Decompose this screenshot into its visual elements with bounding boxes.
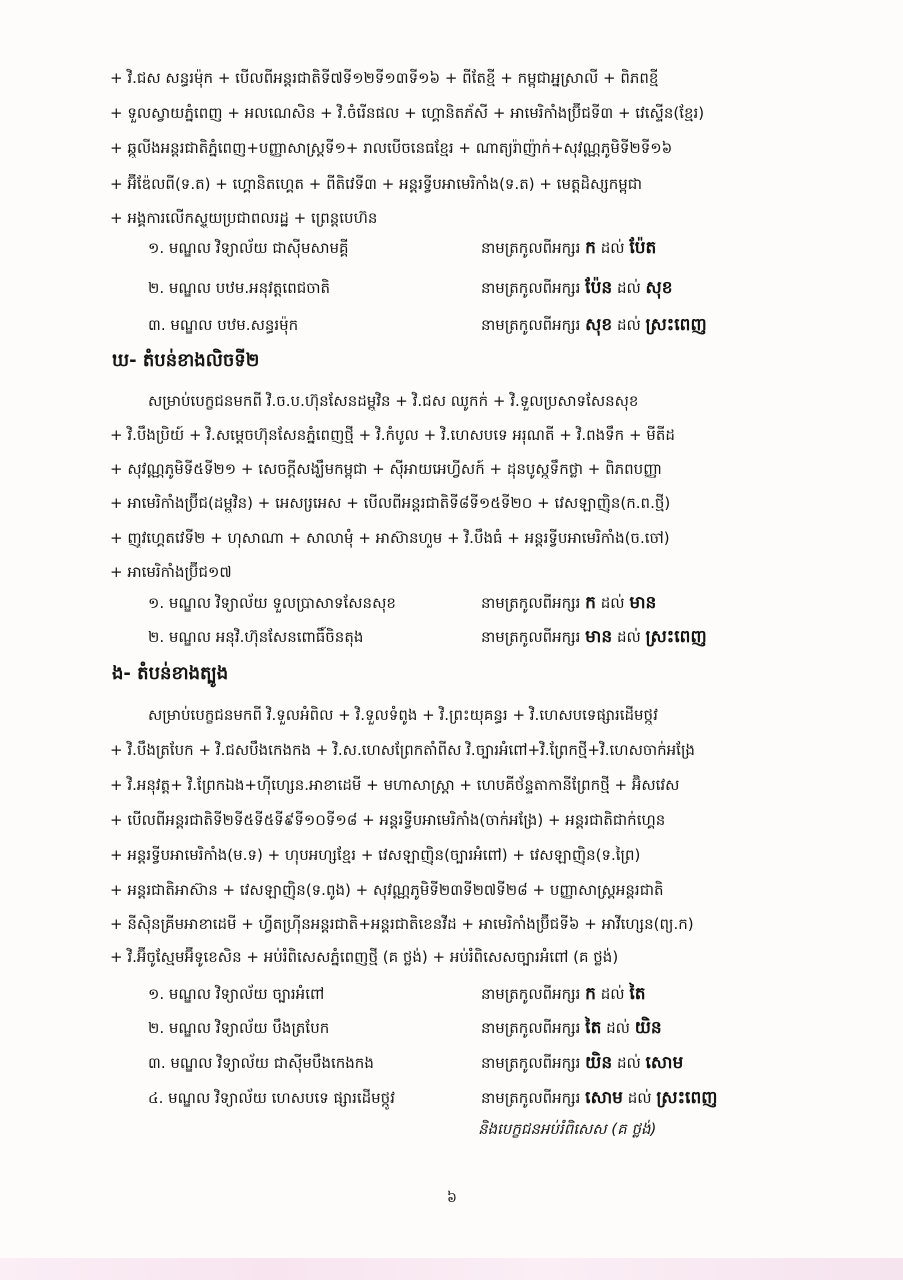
center-name: ២. មណ្ឌល អនុវិ.ហ៊ុនសែនពោធិ៍ចិនតុង <box>148 628 364 646</box>
page-number: ៦ <box>447 1190 457 1206</box>
paragraph-line: + សុវណ្ណភូមិទី៥ទី២១ + សេចក្តីសង្ឃឹមកម្ពុជា + ស៊ីអាយអេហ្វីសក៍ + ដុនបូស្កូទឹកថ្លា + ពិភពបញ្ញា <box>110 460 662 478</box>
paragraph-line: + អ៊ីឌ៉ែលពី(ទ.ត) + ហ្គោនិតហ្គេត + ពីតិវេទី៣ + អន្តរទ្វីបអាមេរិកាំង(ទ.ត) + មេត្តដិស្សកម្ពុជា <box>110 175 643 193</box>
section-heading-west-2: ឃ- តំបន់ខាងលិចទី២ <box>112 350 260 371</box>
name-range: នាមត្រកូលពីអក្សរ តៃ ដល់ យិន <box>481 1018 662 1038</box>
exam-center-row <box>148 1051 798 1075</box>
exam-center-row <box>148 236 798 260</box>
center-name: ៣. មណ្ឌល បឋម.សន្ធរម៉ុក <box>148 316 299 334</box>
paragraph-line: + វិ.បឹងប្រិយ៍ + វិ.សម្តេចហ៊ុនសែនភ្នំពេញថ្មី + វិ.កំបូល + វិ.ហេសបទេ អរុណតី + វិ.ពងទឹក + មីតីដ <box>110 426 675 444</box>
exam-center-row <box>148 1086 798 1110</box>
paragraph-line: + អាមេរិកាំងប្រ៊ីជ១៧ <box>110 563 232 581</box>
center-name: ៣. មណ្ឌល វិទ្យាល័យ ជាស៊ីមបឹងកេងកង <box>148 1054 374 1072</box>
paragraph-line: + អាមេរិកាំងប្រ៊ីជ(ដម្ពូវិន) + អេសរ្រអេស + បើលពីអន្តរជាតិទី៨ទី១៥ទី២០ + វេសឡាញ៉ិន(ក.ព.ថ្មី) <box>110 494 671 512</box>
center-name: ១. មណ្ឌល វិទ្យាល័យ ជាស៊ីមសាមគ្គី <box>148 239 349 257</box>
name-range: នាមត្រកូលពីអក្សរ ក ដល់ មាន <box>481 593 657 613</box>
paragraph-line: + អន្តរជាតិអាស៊ាន + វេសឡាញ៉ិន(ទ.ពូង) + សុវណ្ណភូមិទី២៣ទី២៧ទី២៨ + បញ្ញាសាស្ត្រអន្តរជាតិ <box>110 881 664 899</box>
center-name: ២. មណ្ឌល បឋម.អនុវត្តពេជចាតិ <box>148 279 331 297</box>
paragraph-line: + វិ.អនុវត្ត+ វិ.ព្រែកឯង+ហ៊ីហ្សេន.អាខាដេមី + មហាសាស្ត្រា + ហេបគីថ័ន្ទតាកានីព្រែកថ្មី + អ៊ិសវេស <box>110 776 680 794</box>
paragraph-line: + អន្តរទ្វីបអាមេរិកាំង(ម.ទ) + ហុបអហ្សខ្មែរ + វេសឡាញ៉ិន(ច្បារអំពៅ) + វេសឡាញ៉ិន(ទ.ព្រៃ) <box>110 846 641 864</box>
paragraph-line: + ទួលស្វាយភ្នំពេញ + អលណេសិន + វិ.ចំរើនផល + ហ្គោនិតភ័សី + អាមេរិកាំងប្រ៊ីជទី៣ + វេស្ទើន(ខ្មែរ) <box>110 104 705 122</box>
name-range: នាមត្រកូលពីអក្សរ សុខ ដល់ ស្រះពេញ <box>481 315 707 335</box>
special-education-note: និងបេក្ខជនអប់រំពិសេស (គ ថ្លង់) <box>478 1120 657 1138</box>
paragraph-line: + វិ.បឹងត្របែក + វិ.ជសបឹងកេងកង + វិ.ស.ហេសព្រែកតាំពីស វិ.ច្បារអំពៅ+វិ.ព្រែកថ្មី+វិ.ហេសចាក់អង្រែ <box>110 741 695 759</box>
paragraph-line: + ឆ្កូលីងអន្តរជាតិភ្នំពេញ+បញ្ញាសាស្ត្រទី១+ រាលបើចនេធខ្មែរ + ណាត្យរ៉ាញ៉ាក់+សុវណ្ណភូមិទី២ទី១៦ <box>110 139 673 157</box>
paragraph-line: + ញូវហ្គេតវេទី២ + ហុសាណា + សាលាមុំ + អាស៊ានហួម + វិ.បឹងធំ + អន្តរទ្វីបអាមេរិកាំង(ច.ចៅ) <box>110 529 670 547</box>
paragraph-line: + នីស៊ិនគ្រីមអាខាដេមី + ហ្វីតហ៊្រីនអន្តរជាតិ+អន្តរជាតិខេនវីដ + អាមេរិកាំងប្រ៊ីជទី៦ + អាវីហ្សេន(ព្យ.ក) <box>110 915 694 933</box>
section-heading-south: ង- តំបន់ខាងត្បូង <box>112 663 229 684</box>
paragraph-line: + វិ.អ៊ីចូស្មែមអ៊ីទូខេសិន + អប់រំពិសេសភ្នំពេញថ្មី (គ ថ្លង់) + អប់រំពិសេសច្បារអំពៅ (គ ថ្លង់) <box>110 948 619 966</box>
name-range: នាមត្រកូលពីអក្សរ ក ដល់ ប៉ែត <box>481 238 657 258</box>
center-name: ៤. មណ្ឌល វិទ្យាល័យ ហេសបទេ ផ្សារដើមថ្កូវ <box>148 1089 395 1107</box>
name-range: នាមត្រកូលពីអក្សរ មាន ដល់ ស្រះពេញ <box>481 627 707 647</box>
paragraph-line: + បើលពីអន្តរជាតិទី២ទី៥ទី៥ទី៩ទី១០ទី១៨ + អន្តរទ្វីបអាមេរិកាំង(ចាក់អង្រែ) + អន្តរជាតិជាក់ហ្គេន <box>110 811 666 829</box>
center-name: ១. មណ្ឌល វិទ្យាល័យ ច្បារអំពៅ <box>148 985 325 1003</box>
exam-center-row <box>148 591 798 615</box>
center-name: ១. មណ្ឌល វិទ្យាល័យ ទួលប្រាសាទសែនសុខ <box>148 594 396 612</box>
exam-center-row <box>148 625 798 649</box>
exam-center-row <box>148 313 798 337</box>
background-strip <box>0 1258 903 1280</box>
exam-center-row <box>148 1016 798 1040</box>
name-range: នាមត្រកូលពីអក្សរ ក ដល់ តៃ <box>481 984 646 1004</box>
name-range: នាមត្រកូលពីអក្សរ សោម ដល់ ស្រះពេញ <box>481 1088 718 1108</box>
paragraph-line: + អង្គការលើកស្ទួយប្រជាពលរដ្ឋ + ព្រេន្តបេហ៊ន <box>110 209 378 227</box>
exam-center-row <box>148 276 798 300</box>
paragraph-line: សម្រាប់បេក្ខជនមកពី វិ.ទួលអំពិល + វិ.ទួលទំពូង + វិ.ព្រះយុគន្ធរ + វិ.ហេសបទេផ្សារដើមថ្កូវ <box>148 706 658 724</box>
paragraph-line: សម្រាប់បេក្ខជនមកពី វិ.ច.ប.ហ៊ុនសែនដម្ពូវិន + វិ.ជស ឈូកក់ + វិ.ទួលប្រសាទសែនសុខ <box>148 392 639 410</box>
center-name: ២. មណ្ឌល វិទ្យាល័យ បឹងត្របែក <box>148 1019 330 1037</box>
name-range: នាមត្រកូលពីអក្សរ ប៉ែន ដល់ សុខ <box>481 278 673 298</box>
paragraph-line: + វិ.ជស សន្ធរម៉ុក + បើលពីអន្តរជាតិទី៧ទី១២ទី១៣ទី១៦ + ពីតែខ្មី + កម្ពុជាអ្នស្រាលី + ពិភពខ្មី <box>110 69 659 87</box>
name-range: នាមត្រកូលពីអក្សរ យិន ដល់ សោម <box>481 1053 684 1073</box>
exam-center-row <box>148 982 798 1006</box>
